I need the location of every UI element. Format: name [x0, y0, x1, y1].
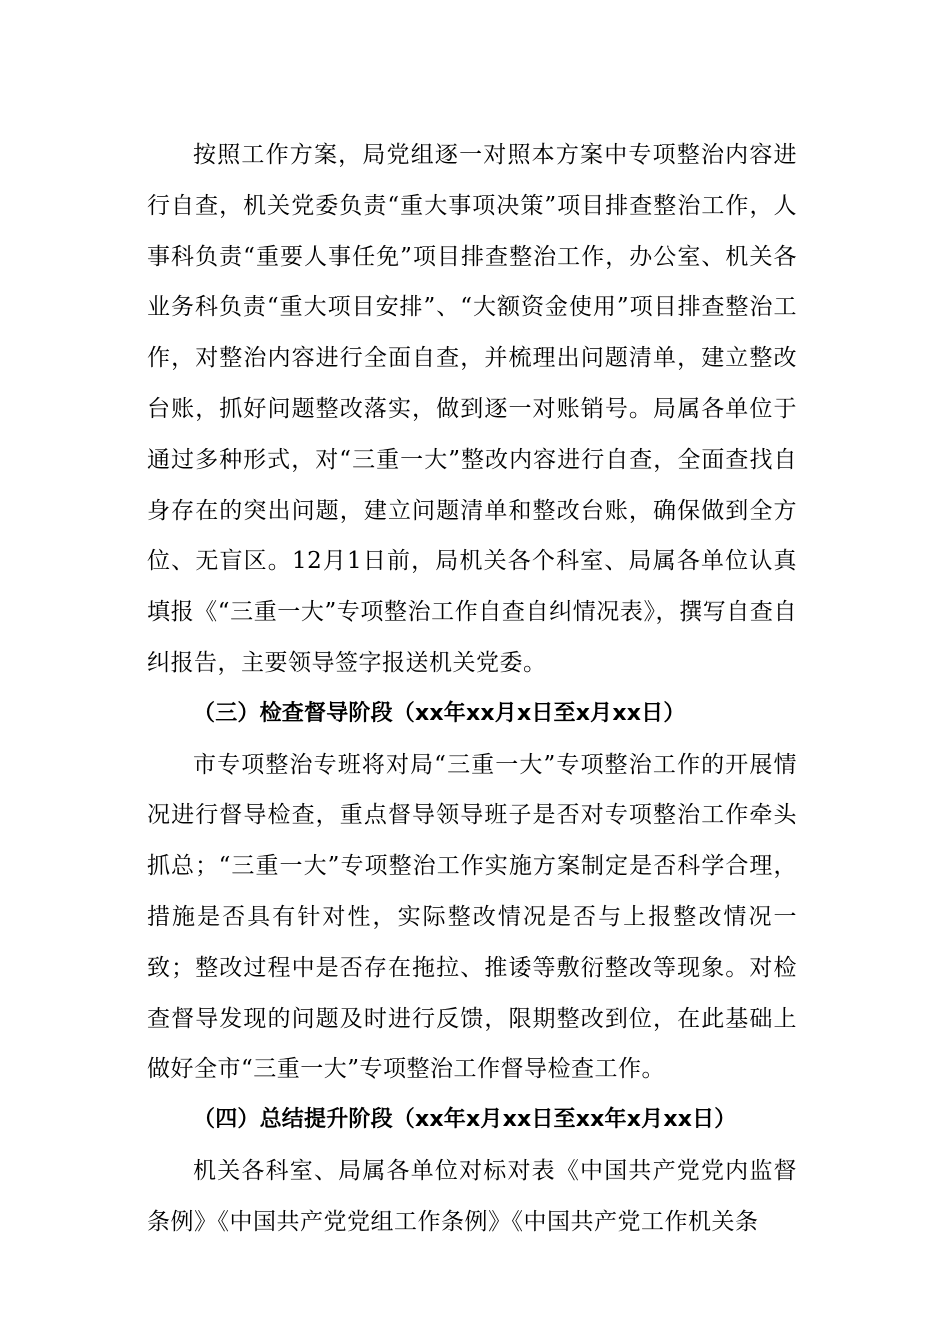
document-body [147, 130, 797, 1248]
section-heading-inspection-supervision: （三）检查督导阶段（xx年xx月x日至x月xx日） [193, 700, 686, 726]
paragraph-self-inspection: 按照工作方案，局党组逐一对照本方案中专项整治内容进行自查，机关党委负责“重大事项决策”项目排查整治工作，人事科负责“重要人事任免”项目排查整治工作，办公室、机关各业务科负责“重大项目安排”、“大额资金使用”项目排查整治工作，对整治内容进行全面自查，并梳理出问题清单，建立整改台账，抓好问题整改落实，做到逐一对账销号。局属各单位于通过多种形式，对“三重一大”整改内容进行自查，全面查找自身存在的突出问题，建立问题清单和整改台账，确保做到全方位、无盲区。12月1日前，局机关各个科室、局属各单位认真填报《“三重一大”专项整治工作自查自纠情况表》，撰写自查自纠报告，主要领导签字报送机关党委。 [147, 142, 797, 676]
section-heading-summary-improvement: （四）总结提升阶段（xx年x月xx日至xx年x月xx日） [193, 1107, 737, 1133]
paragraph-summary-improvement: 机关各科室、局属各单位对标对表《中国共产党党内监督条例》《中国共产党党组工作条例》《中国共产党工作机关条 [147, 1157, 797, 1235]
paragraph-inspection-supervision: 市专项整治专班将对局“三重一大”专项整治工作的开展情况进行督导检查，重点督导领导班子是否对专项整治工作牵头抓总；“三重一大”专项整治工作实施方案制定是否科学合理，措施是否具有针对性，实际整改情况是否与上报整改情况一致；整改过程中是否存在拖拉、推诿等敷衍整改等现象。对检查督导发现的问题及时进行反馈，限期整改到位，在此基础上做好全市“三重一大”专项整治工作督导检查工作。 [147, 751, 797, 1083]
